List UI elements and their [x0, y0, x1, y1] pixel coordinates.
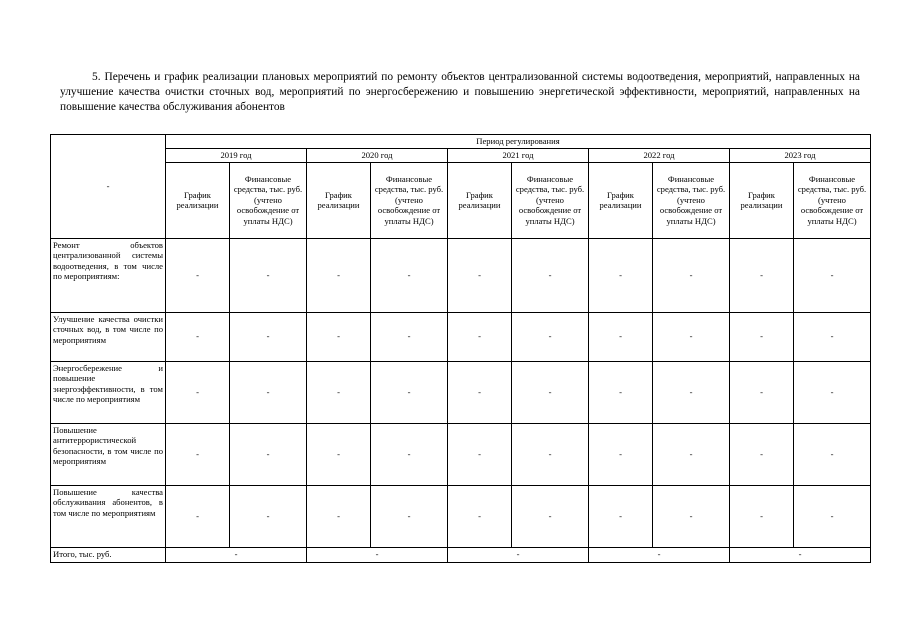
table-cell: -	[653, 361, 730, 423]
table-cell: -	[653, 423, 730, 485]
table-cell: -	[512, 238, 589, 312]
header-row-years	[51, 149, 871, 163]
year-header: 2021 год	[448, 149, 589, 163]
year-header: 2022 год	[589, 149, 730, 163]
row-label: Энергосбережение и повышение энергоэффективности, в том числе по мероприятиям	[51, 361, 166, 423]
table-cell: -	[512, 485, 589, 547]
table-row	[51, 485, 871, 547]
table-cell: -	[371, 238, 448, 312]
total-row	[51, 547, 871, 562]
table-cell: -	[230, 361, 307, 423]
table-cell: -	[166, 238, 230, 312]
table-cell: -	[448, 361, 512, 423]
period-header: Период регулирования	[166, 135, 871, 149]
table-cell: -	[307, 361, 371, 423]
table-cell: -	[307, 485, 371, 547]
table-cell: -	[794, 238, 871, 312]
table-cell: -	[230, 423, 307, 485]
schedule-header: График реализации	[589, 162, 653, 238]
table-cell: -	[371, 361, 448, 423]
table-cell: -	[653, 312, 730, 361]
table-cell: -	[512, 361, 589, 423]
plan-table	[50, 134, 871, 563]
corner-cell: -	[51, 135, 166, 239]
table-cell: -	[166, 312, 230, 361]
table-cell: -	[448, 238, 512, 312]
table-cell: -	[730, 485, 794, 547]
finance-header: Финансовые средства, тыс. руб. (учтено освобождение от уплаты НДС)	[230, 162, 307, 238]
schedule-header: График реализации	[730, 162, 794, 238]
table-cell: -	[166, 361, 230, 423]
table-cell: -	[794, 485, 871, 547]
table-cell: -	[371, 423, 448, 485]
total-label: Итого, тыс. руб.	[51, 547, 166, 562]
year-header: 2023 год	[730, 149, 871, 163]
table-row	[51, 423, 871, 485]
section-heading: 5. Перечень и график реализации плановых мероприятий по ремонту объектов централизованной системы водоотведения, мероприятий, направленных на улучшение качества очистки сточных вод, мероприятий по энергосбережению и повышению энергетической эффективности, мероприятий, направленных на повышение качества обслуживания абонентов	[60, 71, 860, 113]
year-header: 2020 год	[307, 149, 448, 163]
total-cell: -	[589, 547, 730, 562]
finance-header: Финансовые средства, тыс. руб. (учтено освобождение от уплаты НДС)	[794, 162, 871, 238]
schedule-header: График реализации	[448, 162, 512, 238]
row-label: Повышение антитеррористической безопасности, в том числе по мероприятиям	[51, 423, 166, 485]
finance-header: Финансовые средства, тыс. руб. (учтено освобождение от уплаты НДС)	[653, 162, 730, 238]
table-cell: -	[589, 423, 653, 485]
table-cell: -	[589, 238, 653, 312]
finance-header: Финансовые средства, тыс. руб. (учтено освобождение от уплаты НДС)	[512, 162, 589, 238]
table-cell: -	[653, 238, 730, 312]
total-cell: -	[730, 547, 871, 562]
table-cell: -	[794, 423, 871, 485]
total-cell: -	[448, 547, 589, 562]
table-cell: -	[794, 361, 871, 423]
table-cell: -	[512, 423, 589, 485]
table-cell: -	[794, 312, 871, 361]
table-cell: -	[448, 423, 512, 485]
header-row-period	[51, 135, 871, 149]
schedule-header: График реализации	[307, 162, 371, 238]
table-cell: -	[230, 485, 307, 547]
table-row	[51, 238, 871, 312]
row-label: Повышение качества обслуживания абонентов, в том числе по мероприятиям	[51, 485, 166, 547]
table-cell: -	[730, 423, 794, 485]
table-cell: -	[307, 423, 371, 485]
table-cell: -	[307, 238, 371, 312]
table-cell: -	[589, 361, 653, 423]
table-cell: -	[512, 312, 589, 361]
table-row	[51, 312, 871, 361]
finance-header: Финансовые средства, тыс. руб. (учтено освобождение от уплаты НДС)	[371, 162, 448, 238]
table-cell: -	[448, 485, 512, 547]
table-cell: -	[307, 312, 371, 361]
table-cell: -	[730, 238, 794, 312]
total-cell: -	[166, 547, 307, 562]
table-cell: -	[166, 423, 230, 485]
table-cell: -	[371, 312, 448, 361]
table-cell: -	[589, 312, 653, 361]
table-cell: -	[730, 361, 794, 423]
row-label: Улучшение качества очистки сточных вод, в том числе по мероприятиям	[51, 312, 166, 361]
table-cell: -	[653, 485, 730, 547]
table-row	[51, 361, 871, 423]
table-cell: -	[230, 312, 307, 361]
table-cell: -	[448, 312, 512, 361]
table-cell: -	[230, 238, 307, 312]
row-label: Ремонт объектов централизованной системы водоотведения, в том числе по мероприятиям:	[51, 238, 166, 312]
total-cell: -	[307, 547, 448, 562]
table-cell: -	[166, 485, 230, 547]
schedule-header: График реализации	[166, 162, 230, 238]
header-row-subcolumns	[51, 162, 871, 238]
table-cell: -	[589, 485, 653, 547]
table-cell: -	[371, 485, 448, 547]
year-header: 2019 год	[166, 149, 307, 163]
table-cell: -	[730, 312, 794, 361]
